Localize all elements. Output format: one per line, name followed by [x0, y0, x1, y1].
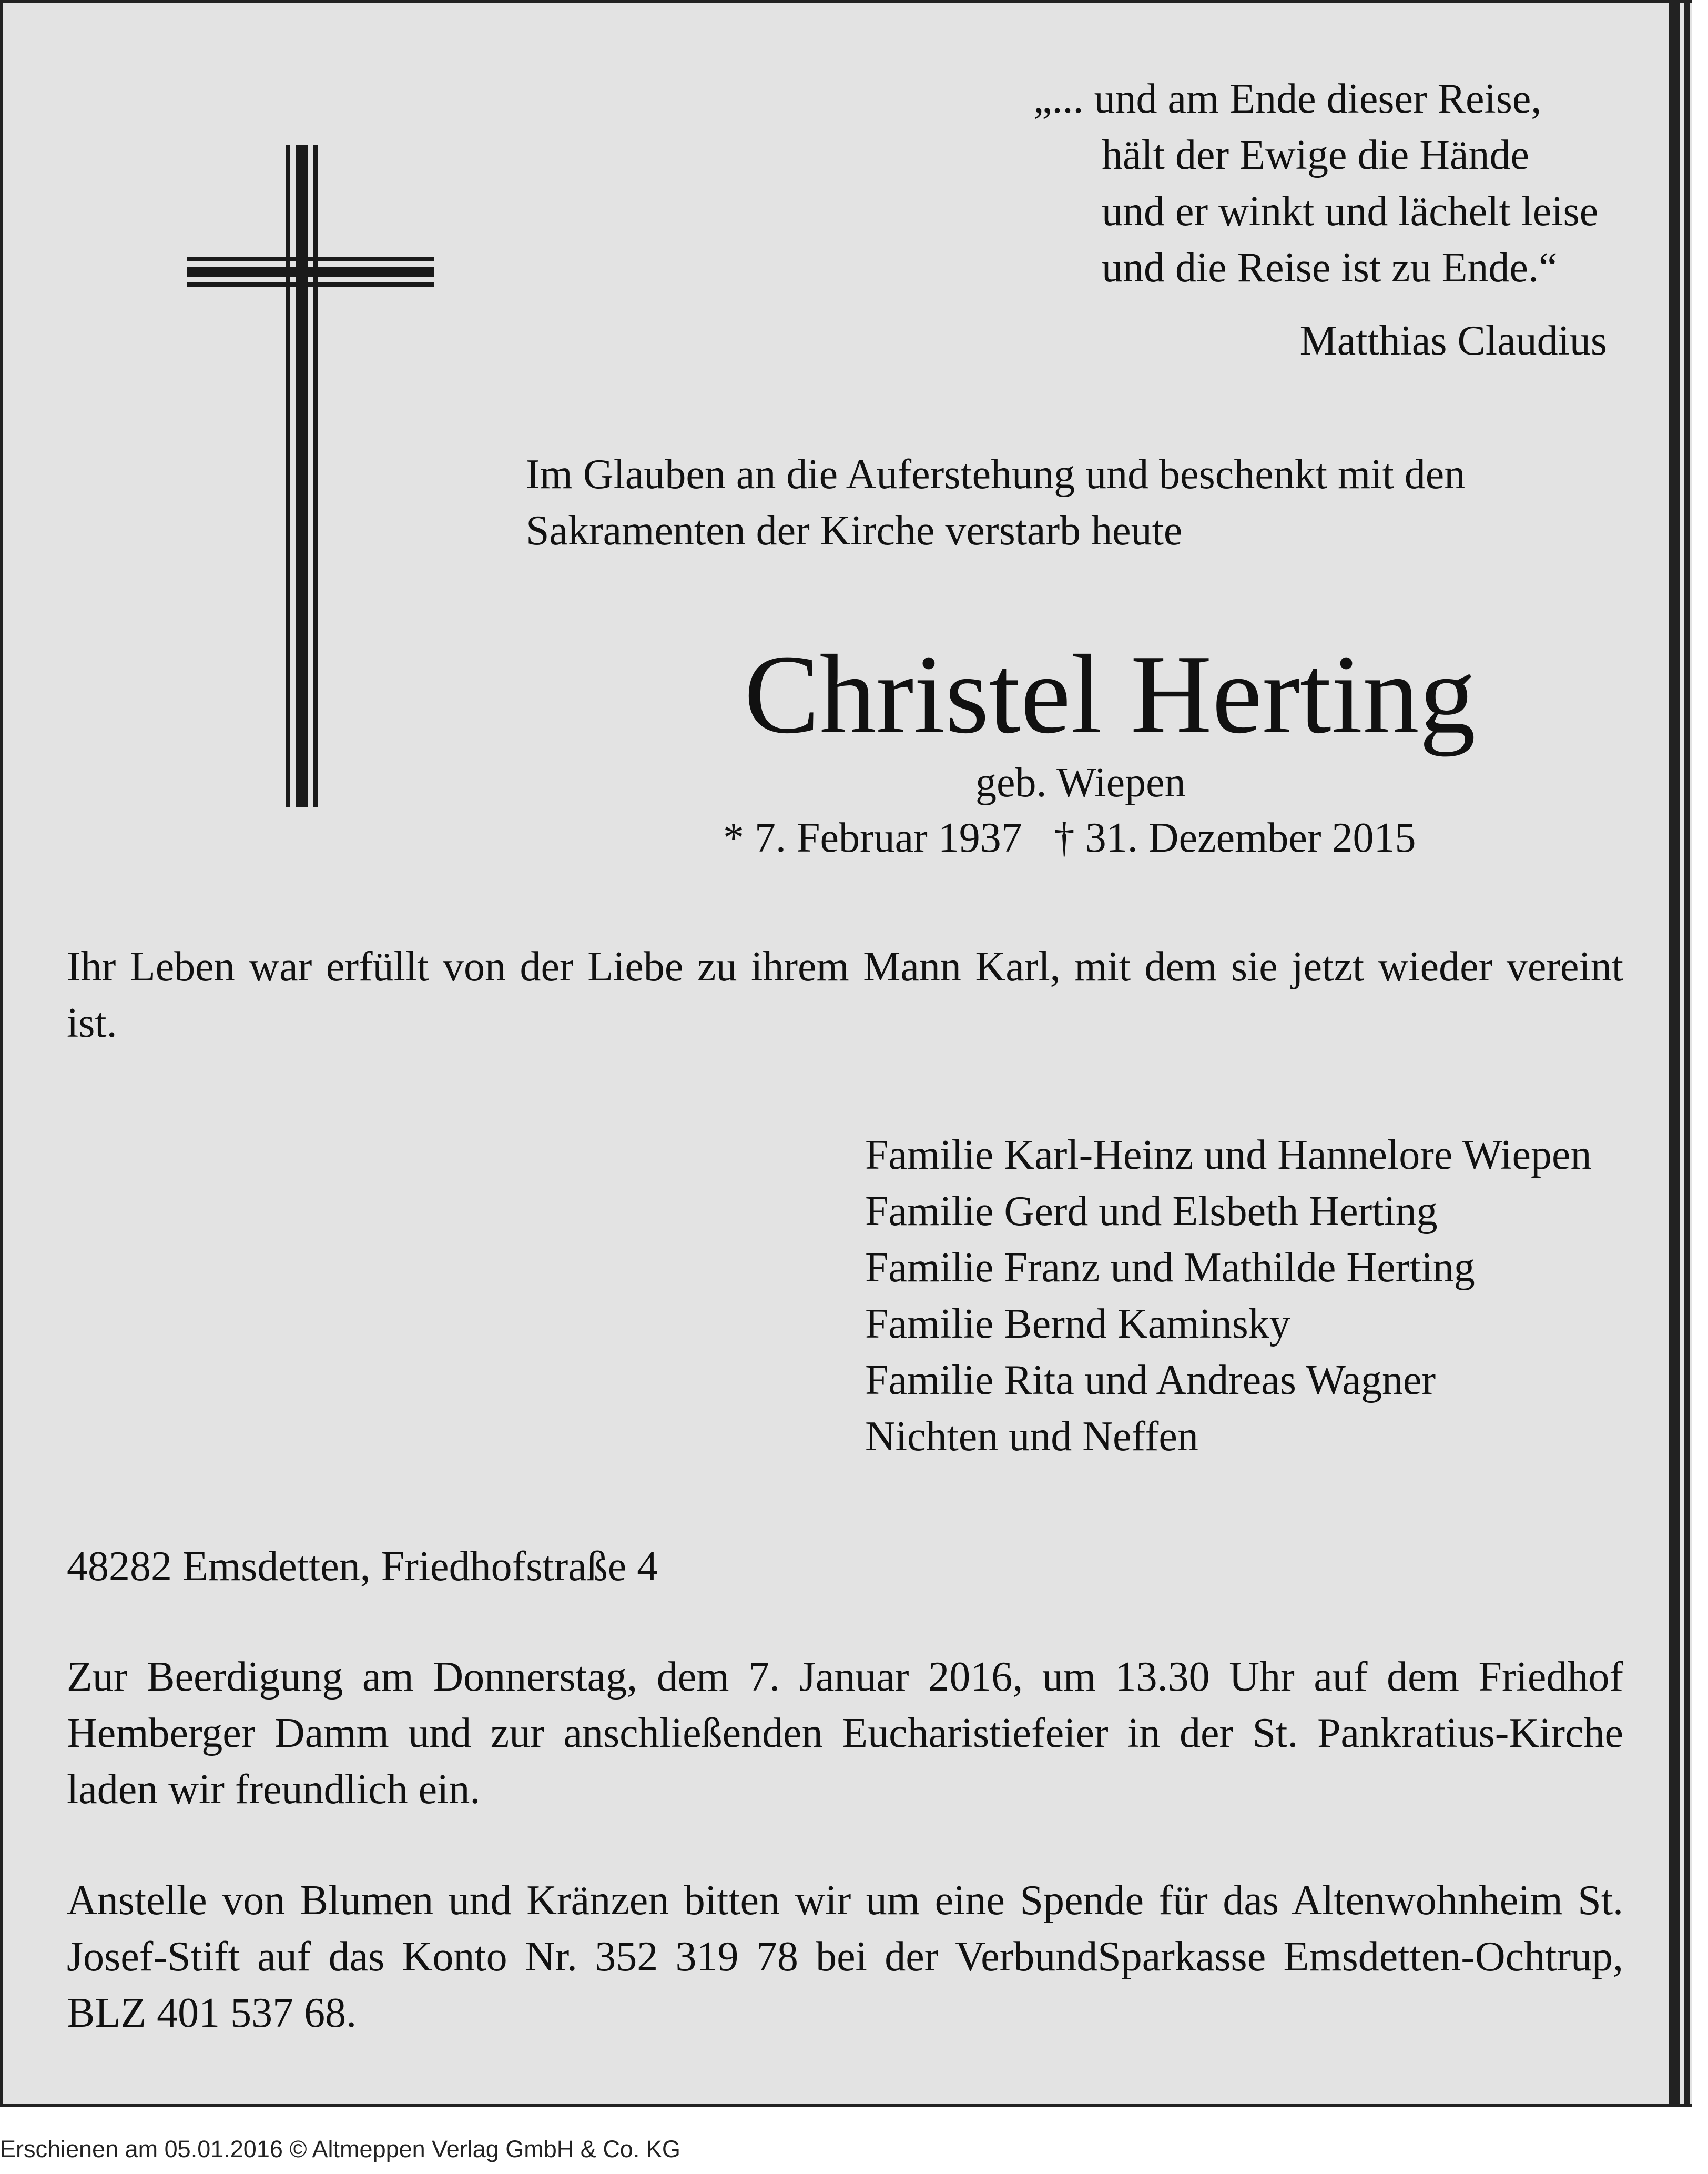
cross-icon [187, 145, 434, 807]
address: 48282 Emsdetten, Friedhofstraße 4 [67, 1543, 658, 1590]
mourner-item: Familie Bernd Kaminsky [865, 1301, 1290, 1347]
poem-quote [1033, 71, 1598, 296]
quote-line: „... und am Ende dieser Reise, [1033, 76, 1542, 122]
intro-line: Sakramenten der Kirche verstarb heute [526, 508, 1183, 554]
mourner-item: Nichten und Neffen [865, 1413, 1198, 1460]
maiden-name: geb. Wiepen [975, 760, 1186, 806]
death-date: † 31. Dezember 2015 [1053, 815, 1416, 861]
mourner-item: Familie Franz und Mathilde Herting [865, 1245, 1475, 1291]
life-dates [723, 810, 1416, 866]
deceased-name: Christel Herting [744, 631, 1476, 757]
birth-date: * 7. Februar 1937 [723, 815, 1022, 861]
life-text: Ihr Leben war erfüllt von der Liebe zu ihrem Mann Karl, mit dem sie jetzt wieder vereint ist. [67, 944, 1623, 1046]
mourner-item: Familie Karl-Heinz und Hannelore Wiepen [865, 1132, 1592, 1178]
mourner-item: Familie Gerd und Elsbeth Herting [865, 1188, 1438, 1235]
publication-footer: Erschienen am 05.01.2016 © Altmeppen Verlag GmbH & Co. KG [0, 2136, 680, 2162]
quote-author: Matthias Claudius [1299, 318, 1607, 364]
intro-line: Im Glauben an die Auferstehung und beschenkt mit den [526, 451, 1466, 498]
quote-line: hält der Ewige die Hände [1102, 132, 1530, 178]
mourners-list [865, 1127, 1591, 1465]
donation-text: Anstelle von Blumen und Kränzen bitten wir um eine Spende für das Altenwohnheim St. Josef-Stift auf das Konto Nr. 352 319 78 bei der VerbundSparkasse Emsdetten-Ochtrup, BLZ 401 537 68. [67, 1877, 1623, 2036]
quote-line: und die Reise ist zu Ende.“ [1102, 245, 1558, 291]
intro-text [526, 447, 1465, 559]
quote-line: und er winkt und lächelt leise [1102, 188, 1599, 235]
mourner-item: Familie Rita und Andreas Wagner [865, 1357, 1436, 1403]
right-border-rule-thin [1684, 3, 1690, 2104]
funeral-text: Zur Beerdigung am Donnerstag, dem 7. Januar 2016, um 13.30 Uhr auf dem Friedhof Hemberger Damm und zur anschließenden Eucharistiefeier in der St. Pankratius-Kirche laden wir freundlich ein. [67, 1654, 1623, 1813]
right-border-rule [1669, 3, 1680, 2104]
